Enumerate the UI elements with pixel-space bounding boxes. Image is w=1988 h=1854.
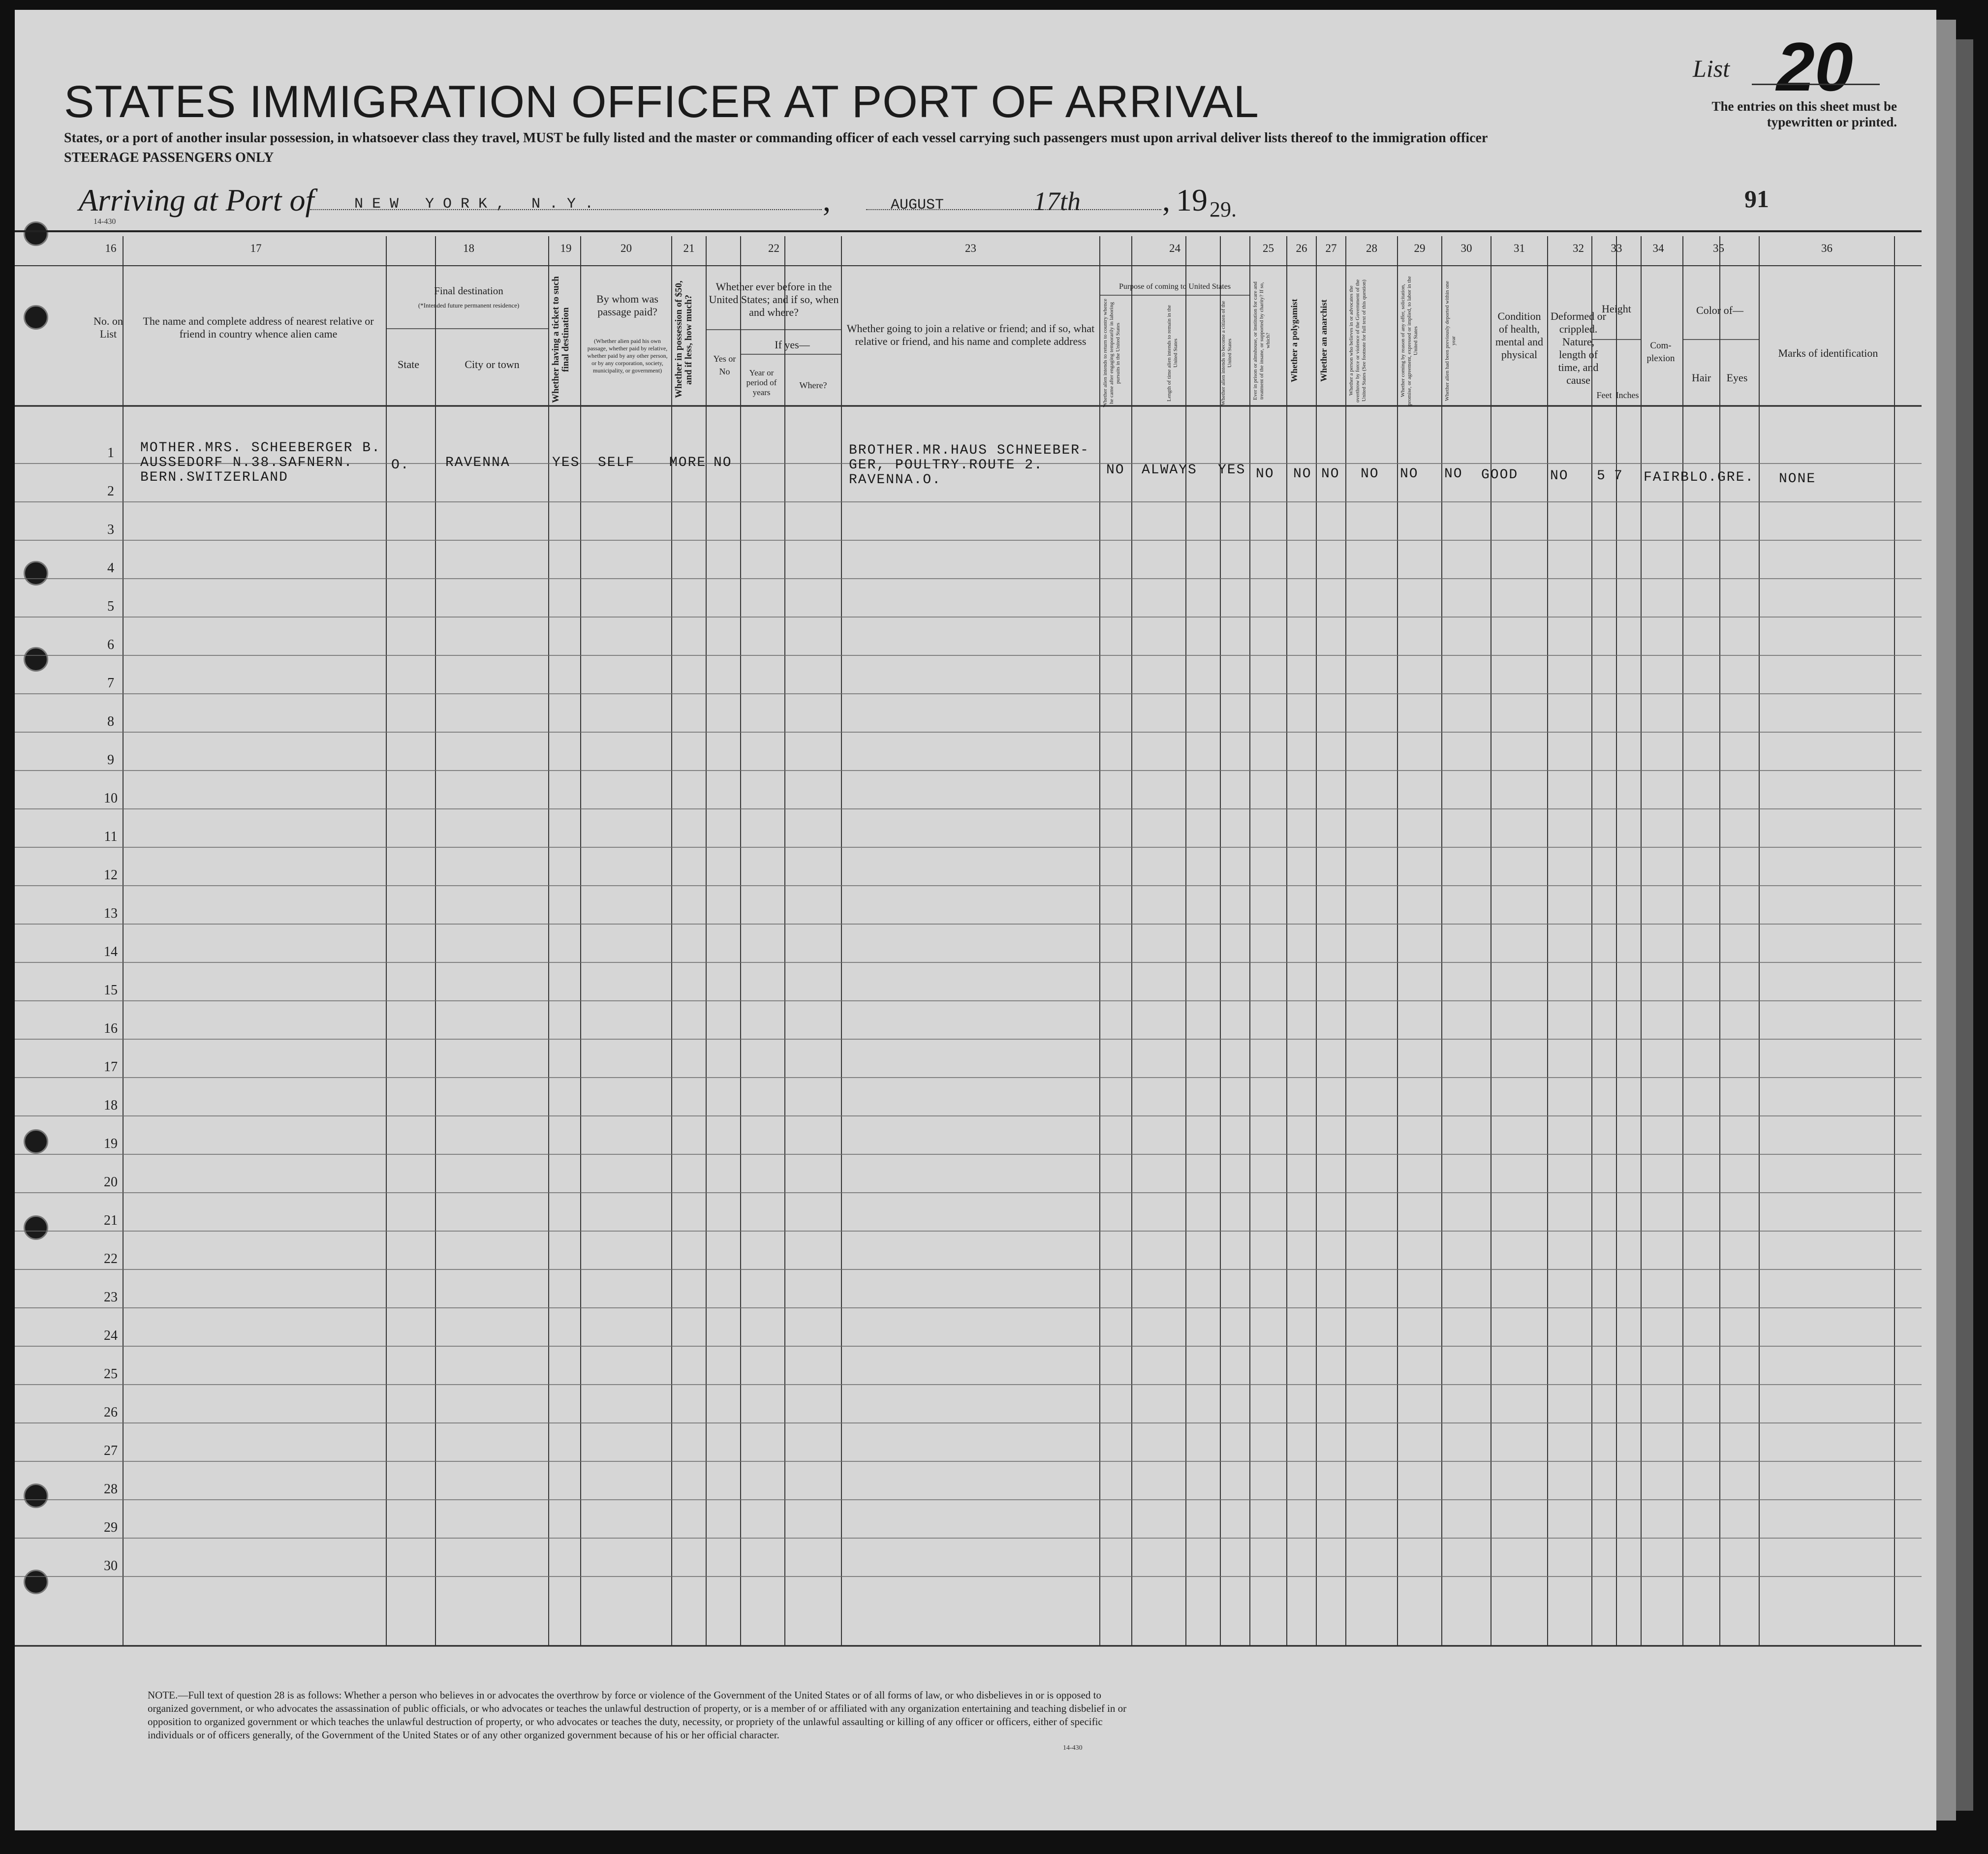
header-going-to-join: Whether going to join a relative or friend; and if so, what relative or friend, and his name and complete address	[846, 322, 1095, 347]
entry-ticket: YES	[552, 455, 580, 470]
entry-ever-before: NO	[714, 455, 732, 470]
row-number: 4	[107, 560, 114, 576]
col-number: 18	[463, 242, 474, 254]
header-deformed: Deformed or crippled. Nature, length of time, and cause	[1550, 310, 1606, 386]
header-color-of: Color of—	[1696, 304, 1743, 316]
col-number: 26	[1296, 242, 1307, 254]
join-line-3: RAVENNA.O.	[849, 472, 942, 488]
header-if-yes: If yes—	[775, 339, 810, 351]
col-number: 22	[768, 242, 779, 254]
year-prefix: 19	[1176, 183, 1208, 217]
entry-passage: SELF	[598, 455, 635, 470]
row-number: 10	[104, 791, 118, 806]
header-health: Condition of health, mental and physical	[1495, 310, 1544, 361]
header-no-on-list: No. on List	[93, 315, 123, 340]
relative-line-2: AUSSEDORF N.38.SAFNERN.	[140, 455, 353, 470]
entry-marks: NONE	[1779, 471, 1816, 487]
col-number: 24	[1169, 242, 1180, 254]
row-number: 1	[107, 445, 114, 461]
row-number: 9	[107, 752, 114, 768]
row-number: 19	[104, 1136, 118, 1151]
header-hair: Hair	[1691, 371, 1711, 384]
row-number: 17	[104, 1059, 118, 1075]
binder-hole-icon	[24, 1215, 48, 1240]
binder-hole-icon	[24, 1129, 48, 1154]
header-relative-address: The name and complete address of nearest relative or friend in country whence alien came	[143, 315, 374, 340]
header-inches: Inches	[1615, 390, 1639, 400]
instruction-line: States, or a port of another insular possession, in whatsoever class they travel, MUST be fully listed and the master or commanding officer of each vessel carrying such passengers must upon arrival deliver lists thereof to the immigration officer	[64, 130, 1488, 146]
entry-city: RAVENNA	[445, 455, 510, 470]
header-question-30: Whether alien had been previously deported within one year	[1444, 280, 1457, 401]
col-number: 23	[965, 242, 976, 254]
col-number: 35	[1713, 242, 1724, 254]
col-number: 27	[1325, 242, 1337, 254]
footnote-text: NOTE.—Full text of question 28 is as follows: Whether a person who believes in or advocates the overthrow by force or violence of the Government of the United States or of all forms of law, or who disbelieves in or is opposed to organized government, or who advocates the assassination of public officials, or who advocates or teaches the unlawful destruction of property, or is a member of or affiliated with any organization entertaining and teaching disbelief in or opposition to organized government or which teaches the unlawful destruction of property, or who advocates or teaches the duty, necessity, or propriety of the unlawful assaulting or killing of any officer or officers, either of specific individuals or of officers generally, of the Government of the United States or of any other organized government because of his or her official character.	[148, 1689, 1127, 1741]
header-state: State	[398, 358, 419, 371]
col-number: 20	[621, 242, 632, 254]
entry-health: GOOD	[1481, 467, 1519, 483]
entry-length: ALWAYS	[1142, 463, 1197, 478]
page-edge-shadow	[1936, 20, 1956, 1821]
binder-hole-icon	[24, 1570, 48, 1594]
binder-hole-icon	[24, 1483, 48, 1508]
col-number: 19	[560, 242, 572, 254]
col-number: 30	[1460, 242, 1472, 254]
list-label: List	[1693, 55, 1730, 82]
row-number: 30	[104, 1558, 118, 1574]
header-prison: Ever in prison or almshouse, or institution for care and treatment of the insane, or supported by charity? If so, which?	[1252, 281, 1271, 400]
entry-feet: 5	[1597, 468, 1606, 484]
col-number: 16	[105, 242, 117, 254]
header-ever-before: Whether ever before in the United States; and if so, when and where?	[709, 280, 839, 318]
year-suffix: 29.	[1210, 197, 1237, 221]
join-line-2: GER, POULTRY.ROUTE 2.	[849, 458, 1043, 473]
entry-eyes: GRE.	[1717, 470, 1755, 485]
header-passage-paid: By whom was passage paid?	[596, 293, 658, 318]
header-year-period: Year or period of years	[746, 368, 777, 397]
entry-polygamist: NO	[1293, 466, 1312, 482]
steerage-label: STEERAGE PASSENGERS ONLY	[64, 150, 274, 165]
col-number: 28	[1366, 242, 1377, 254]
comma: ,	[823, 183, 831, 217]
header-complexion: Com- plexion	[1646, 340, 1675, 364]
header-eyes: Eyes	[1726, 371, 1748, 384]
entry-prison: NO	[1256, 466, 1274, 482]
entry-complexion: FAIR	[1644, 470, 1681, 485]
entry-return: NO	[1106, 463, 1125, 478]
row-number: 16	[104, 1021, 118, 1036]
header-feet: Feet	[1596, 390, 1612, 400]
comma: ,	[1162, 183, 1170, 217]
row-number: 24	[104, 1328, 118, 1343]
entry-state: O.	[391, 458, 410, 473]
binder-hole-icon	[24, 221, 48, 246]
row-number: 15	[104, 983, 118, 998]
entry-money: MORE	[669, 455, 707, 470]
manifest-sheet	[15, 10, 1936, 1830]
page-title: STATES IMMIGRATION OFFICER AT PORT OF ARRIVAL	[64, 77, 1259, 127]
row-number: 13	[104, 906, 118, 921]
row-number: 21	[104, 1213, 118, 1228]
entry-inches: 7	[1614, 468, 1623, 484]
binder-hole-icon	[24, 305, 48, 330]
row-number: 28	[104, 1482, 118, 1497]
row-number: 29	[104, 1520, 118, 1535]
header-polygamist: Whether a polygamist	[1289, 299, 1299, 383]
date-month: AUGUST	[891, 197, 944, 214]
header-where: Where?	[799, 380, 827, 390]
arriving-label: Arriving at Port of	[79, 183, 314, 217]
col-number: 17	[250, 242, 262, 254]
row-number: 22	[104, 1251, 118, 1267]
footnote-form-number: 14-430	[1063, 1744, 1083, 1752]
col-number: 21	[683, 242, 695, 254]
entry-citizen: YES	[1218, 463, 1246, 478]
row-number: 14	[104, 944, 118, 959]
col-number: 34	[1652, 242, 1664, 254]
row-number: 2	[107, 484, 114, 499]
entry-deformed: NO	[1550, 468, 1569, 484]
relative-line-3: BERN.SWITZERLAND	[140, 470, 288, 485]
header-marks: Marks of identification	[1778, 347, 1878, 359]
row-number: 18	[104, 1098, 118, 1113]
row-number: 6	[107, 637, 114, 652]
row-number: 27	[104, 1443, 118, 1458]
col-number: 32	[1573, 242, 1584, 254]
header-purpose-citizen: Whether alien intends to become a citizen of the United States	[1220, 301, 1233, 405]
row-number: 25	[104, 1366, 118, 1382]
row-number: 5	[107, 599, 114, 614]
row-number: 8	[107, 714, 114, 729]
header-city: City or town	[465, 358, 520, 371]
form-number: 14-430	[93, 217, 116, 226]
header-possession-50: Whether in possession of $50, and if less, how much?	[674, 280, 694, 399]
header-final-destination-note: (*Intended future permanent residence)	[418, 302, 520, 309]
header-question-29: Whether coming by reason of any offer, solicitation, promise, or agreement, expressed or implied, to labor in the United States	[1400, 276, 1419, 405]
list-number: 20	[1776, 28, 1853, 105]
entry-anarchist: NO	[1321, 466, 1340, 482]
row-number: 11	[104, 829, 118, 844]
header-purpose: Purpose of coming to United States	[1118, 282, 1231, 291]
header-ticket: Whether having a ticket to such final destination	[551, 276, 571, 403]
header-purpose-return: Whether alien intends to return to country whence he came after engaging temporarily in laboring pursuits in the United States	[1102, 299, 1121, 407]
binder-hole-icon	[24, 647, 48, 672]
col-number: 29	[1414, 242, 1426, 254]
header-final-destination: Final destination	[434, 285, 503, 297]
relative-line-1: MOTHER.MRS. SCHEEBERGER B.	[140, 440, 381, 456]
col-number: 31	[1514, 242, 1525, 254]
entry-question-28: NO	[1361, 466, 1379, 482]
header-yes-or-no: Yes or No	[713, 354, 736, 376]
port-value: NEW YORK, N.Y.	[354, 196, 603, 213]
entry-hair: BLO.	[1680, 470, 1718, 485]
entry-question-29: NO	[1400, 466, 1419, 482]
header-passage-note: (Whether alien paid his own passage, whether paid by relative, whether paid by any other person, or by any corporation, society, municipality, or government)	[587, 338, 668, 374]
page-number: 91	[1744, 185, 1769, 213]
date-day: 17th	[1033, 186, 1081, 216]
row-number: 7	[107, 676, 114, 691]
join-line-1: BROTHER.MR.HAUS SCHNEEBER-	[849, 443, 1089, 458]
col-number: 33	[1611, 242, 1622, 254]
row-number: 3	[107, 522, 114, 537]
row-number: 23	[104, 1290, 118, 1305]
page-edge-stack	[1956, 39, 1973, 1811]
entry-question-30: NO	[1444, 466, 1463, 482]
row-number: 12	[104, 867, 118, 883]
row-number: 26	[104, 1405, 118, 1420]
row-number: 20	[104, 1174, 118, 1190]
binder-hole-icon	[24, 561, 48, 586]
header-anarchist: Whether an anarchist	[1319, 299, 1329, 382]
typewritten-notice: The entries on this sheet must be typewritten or printed.	[1711, 99, 1897, 129]
col-number: 36	[1821, 242, 1833, 254]
header-height: Height	[1602, 303, 1631, 315]
col-number: 25	[1263, 242, 1274, 254]
list-number-line	[1752, 84, 1880, 85]
header-question-28: Whether a person who believes in or advocates the overthrow by force or violence of the Government of the United States (See footnote for full text of this question)	[1348, 279, 1367, 402]
header-purpose-length: Length of time alien intends to remain in the United States	[1166, 305, 1179, 402]
